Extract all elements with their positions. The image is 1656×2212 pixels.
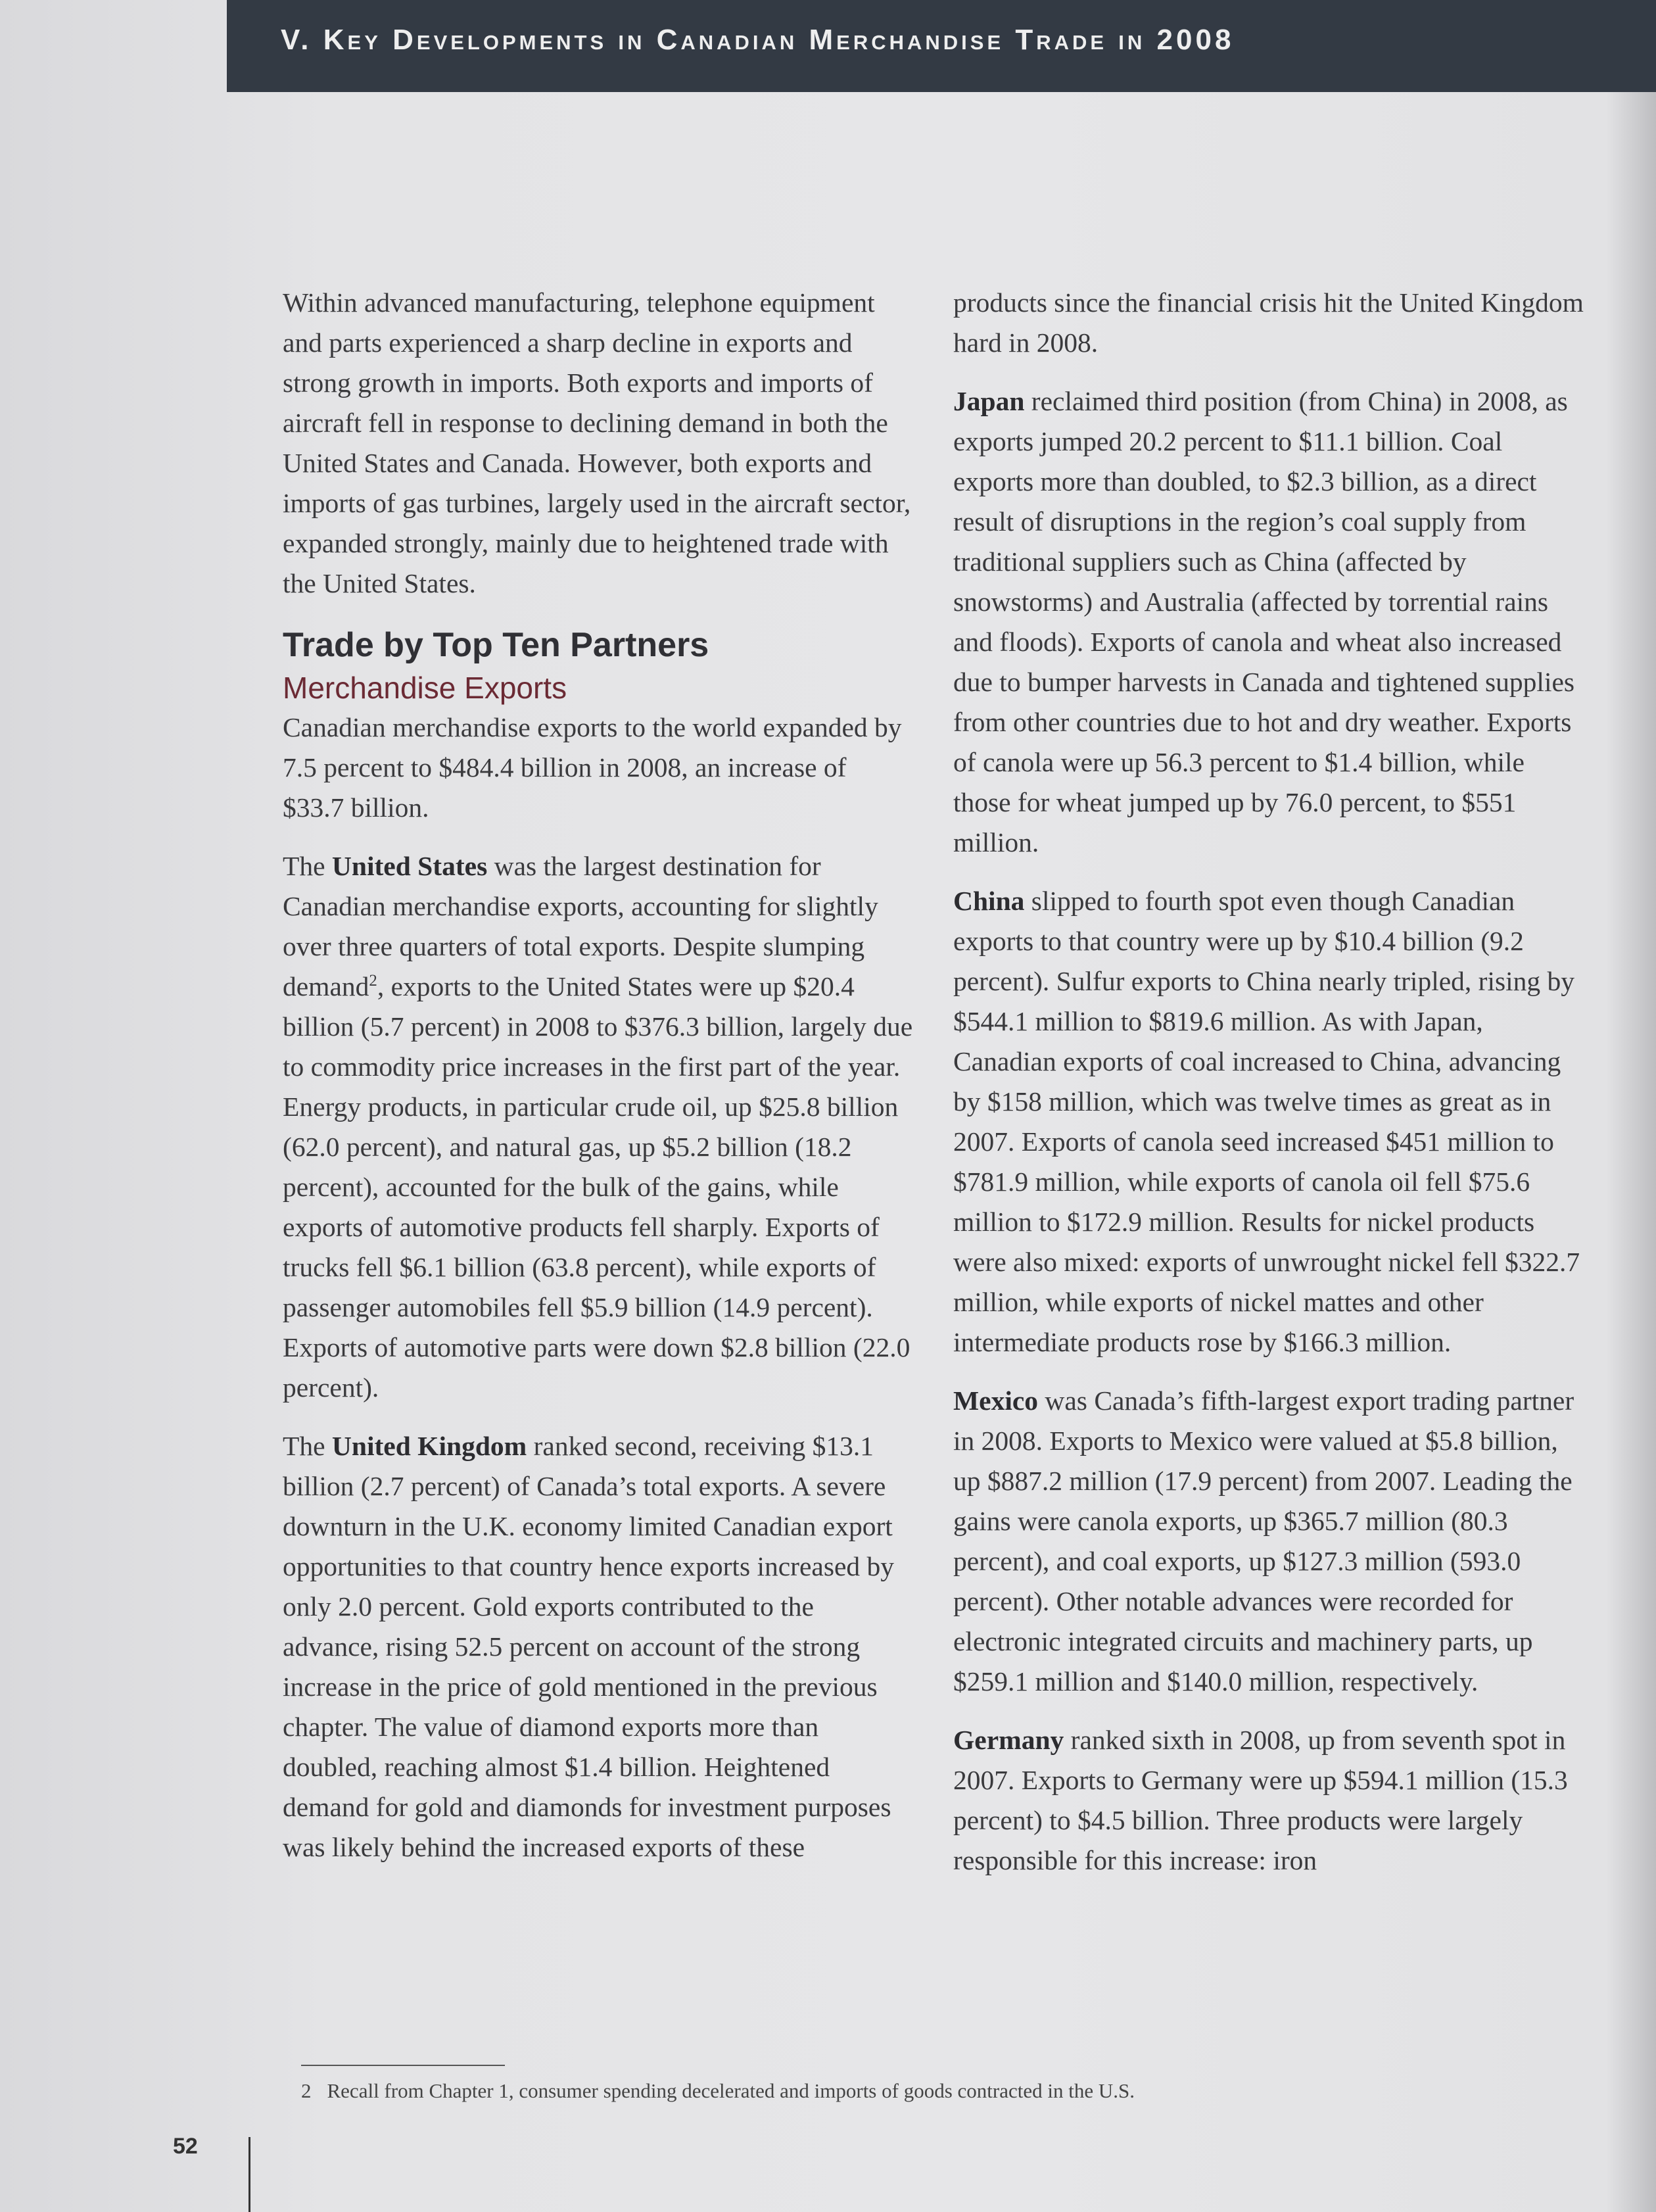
germany-country: Germany bbox=[953, 1725, 1064, 1755]
uk-text: ranked second, receiving $13.1 billion (2.7 percent) of Canada’s total exports. A severe downturn in the U.K. economy limited Canadian export opportunities to that country hence exports increased by only 2.0 percent. Gold exports contributed to the advance, rising 52.5 percent on account of the strong increase in the price of gold mentioned in the previous chapter. The value of diamond exports more than doubled, reaching almost $1.4 billion. Heightened demand for gold and diamonds for investment purposes was likely behind the increased exports of these bbox=[283, 1431, 895, 1862]
germany-paragraph bbox=[953, 1720, 1584, 1881]
mexico-country: Mexico bbox=[953, 1385, 1039, 1416]
footnote-number: 2 bbox=[301, 2079, 312, 2102]
us-text-a: was the largest destination for Canadian merchandise exports, accounting for slightly over three quarters of total exports. Despite slumping demand bbox=[283, 851, 878, 1001]
japan-country: Japan bbox=[953, 386, 1025, 416]
us-lead: The bbox=[283, 851, 325, 881]
left-column bbox=[283, 283, 914, 1886]
mexico-paragraph bbox=[953, 1381, 1584, 1702]
uk-continued-paragraph: products since the financial crisis hit the United Kingdom hard in 2008. bbox=[953, 287, 1584, 358]
uk-paragraph bbox=[283, 1426, 914, 1867]
page-number: 52 bbox=[173, 2134, 198, 2159]
footnote bbox=[301, 2078, 1135, 2104]
china-text: slipped to fourth spot even though Canadian exports to that country were up by $10.4 billion (9.2 percent). Sulfur exports to China nearly tripled, rising by $544.1 million to $819.6 million. As with Japan, Canadian exports of coal increased to China, advancing by $158 million, which was twelve times as great as in 2007. Exports of canola seed increased $451 million to $781.9 million, while exports of canola oil fell $75.6 million to $172.9 million. Results for nickel products were also mixed: exports of unwrought nickel fell $322.7 million, while exports of nickel mattes and other intermediate products rose by $166.3 million. bbox=[953, 886, 1580, 1357]
right-column bbox=[953, 283, 1584, 1899]
germany-text: ranked sixth in 2008, up from seventh spot in 2007. Exports to Germany were up $594.1 million (15.3 percent) to $4.5 billion. Three products were largely responsible for this increase: iron bbox=[953, 1725, 1568, 1875]
section-title: Trade by Top Ten Partners bbox=[283, 626, 709, 664]
us-country: United States bbox=[331, 851, 488, 881]
uk-country: United Kingdom bbox=[331, 1431, 527, 1461]
uk-lead: The bbox=[283, 1431, 325, 1461]
china-country: China bbox=[953, 886, 1025, 916]
intro-paragraph: Within advanced manufacturing, telephone equipment and parts experienced a sharp decline in exports and strong growth in imports. Both exports and imports of aircraft fell in response to declining demand in both the United States and Canada. However, both exports and imports of gas turbines, largely used in the aircraft sector, expanded strongly, mainly due to heightened trade with the United States. bbox=[283, 287, 911, 598]
mexico-text: was Canada’s fifth-largest export trading partner in 2008. Exports to Mexico were valued at $5.8 billion, up $887.2 million (17.9 percent) from 2007. Leading the gains were canola exports, up $365.7 million (80.3 percent), and coal exports, up $127.3 million (593.0 percent). Other notable advances were recorded for electronic integrated circuits and machinery parts, up $259.1 million and $140.0 million, respectively. bbox=[953, 1385, 1574, 1696]
japan-text: reclaimed third position (from China) in 2008, as exports jumped 20.2 percent to $11.1 billion. Coal exports more than doubled, to $2.3 billion, as a direct result of disruptions in the region’s coal supply from traditional suppliers such as China (affected by snowstorms) and Australia (affected by torrential rains and floods). Exports of canola and wheat also increased due to bumper harvests in Canada and tightened supplies from other countries due to hot and dry weather. Exports of canola were up 56.3 percent to $1.4 billion, while those for wheat jumped up by 76.0 percent, to $551 million. bbox=[953, 386, 1575, 857]
us-paragraph bbox=[283, 846, 914, 1408]
us-text-b: , exports to the United States were up $20.4 billion (5.7 percent) in 2008 to $376.3 billion, largely due to commodity price increases in the first part of the year. Energy products, in particular crude oil, up $25.8 billion (62.0 percent), and natural gas, up $5.2 billion (18.2 percent), accounted for the bulk of the gains, while exports of automotive products fell sharply. Exports of trucks fell $6.1 billion (63.8 percent), while exports of passenger automobiles fell $5.9 billion (14.9 percent). Exports of automotive parts were down $2.8 billion (22.0 percent). bbox=[283, 971, 913, 1403]
china-paragraph bbox=[953, 881, 1584, 1362]
footnote-ref: 2 bbox=[369, 972, 377, 990]
section-subtitle: Merchandise Exports bbox=[283, 671, 567, 705]
footnote-text: Recall from Chapter 1, consumer spending decelerated and imports of goods contracted in the U.S. bbox=[327, 2079, 1135, 2102]
footnote-divider bbox=[301, 2065, 505, 2066]
chapter-title: V. Key Developments in Canadian Merchandise Trade in 2008 bbox=[281, 24, 1235, 56]
chapter-header-bar bbox=[227, 0, 1656, 92]
page-number-rule bbox=[248, 2137, 250, 2212]
japan-paragraph bbox=[953, 381, 1584, 863]
exports-paragraph: Canadian merchandise exports to the world expanded by 7.5 percent to $484.4 billion in 2008, an increase of $33.7 billion. bbox=[283, 712, 902, 823]
